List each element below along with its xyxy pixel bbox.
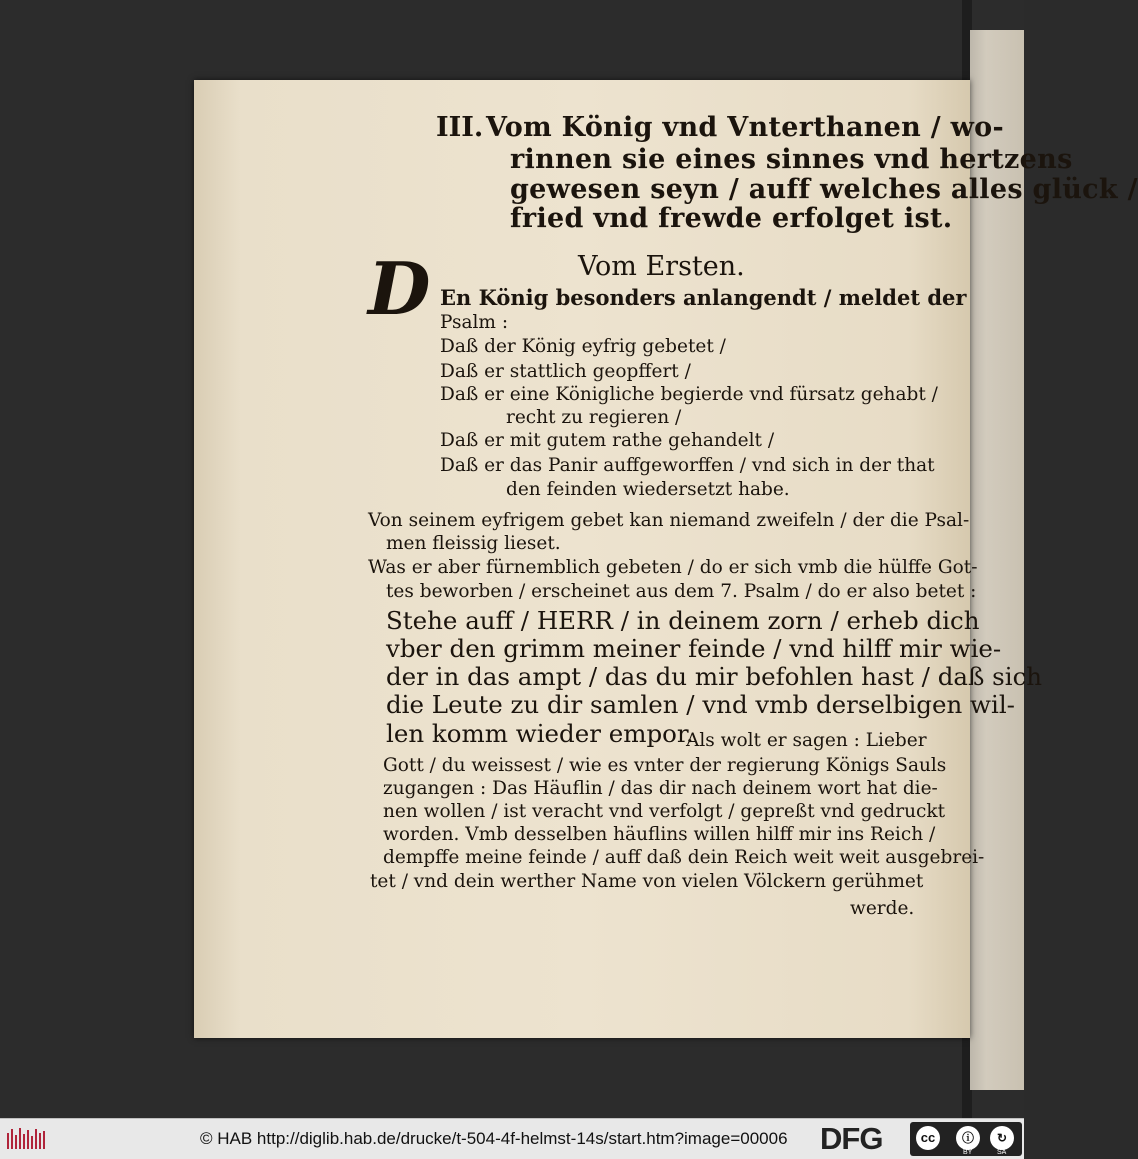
paragraph-line: Gott / du weissest / wie es vnter der regierung Königs Sauls — [383, 755, 947, 776]
cc-icon: cc — [916, 1126, 940, 1150]
by-icon: ⓘ — [956, 1126, 980, 1150]
paragraph-line: Von seinem eyfrigem gebet kan niemand zweifeln / der die Psal- — [368, 510, 970, 531]
paragraph-line: dempffe meine feinde / auff daß dein Reich weit weit ausgebrei- — [383, 847, 985, 868]
paragraph-line: Als wolt er sagen : Lieber — [686, 730, 927, 751]
heading-numeral: III. — [436, 112, 484, 143]
paragraph-line: Was er aber fürnemblich gebeten / do er sich vmb die hülffe Got- — [368, 557, 978, 578]
cc-license-badge[interactable] — [910, 1122, 1022, 1156]
sa-label: SA — [997, 1149, 1007, 1156]
quote-line: Stehe auff / HERR / in deinem zorn / erheb dich — [386, 606, 980, 635]
paragraph-line: zugangen : Das Häuflin / das dir nach deinem wort hat die- — [383, 778, 938, 799]
heading-line: fried vnd frewde erfolget ist. — [510, 203, 953, 234]
list-item: Daß er das Panir auffgeworffen / vnd sich in der that — [440, 455, 935, 476]
by-label: BY — [963, 1149, 973, 1156]
quote-line: der in das ampt / das du mir befohlen hast / daß sich — [386, 662, 1043, 691]
hab-logo-icon — [6, 1125, 46, 1153]
list-item: Daß er eine Königliche begierde vnd fürsatz gehabt / — [440, 384, 938, 405]
heading-line: Vom König vnd Vnterthanen / wo- — [486, 112, 1005, 143]
heading-line: rinnen sie eines sinnes vnd hertzens — [510, 144, 1073, 175]
credit-link[interactable]: © HAB http://diglib.hab.de/drucke/t-504-4f-helmst-14s/start.htm?image=00006 — [200, 1129, 788, 1148]
quote-line: vber den grimm meiner feinde / vnd hilff mir wie- — [386, 634, 1002, 663]
list-item: den feinden wiedersetzt habe. — [506, 479, 790, 500]
list-item: Daß der König eyfrig gebetet / — [440, 336, 726, 357]
paragraph-line: tet / vnd dein werther Name von vielen Völckern gerühmet — [370, 871, 924, 892]
heading-line: gewesen seyn / auff welches alles glück / — [510, 174, 1138, 205]
quote-line: die Leute zu dir samlen / vnd vmb derselbigen wil- — [386, 690, 1015, 719]
paragraph-line: nen wollen / ist veracht vnd verfolgt / gepreßt vnd gedruckt — [383, 801, 946, 822]
quote-line: len komm wieder empor. — [386, 719, 694, 748]
paragraph-line: men fleissig lieset. — [386, 533, 561, 554]
paragraph-line: tes beworben / erscheinet aus dem 7. Psalm / do er also betet : — [386, 581, 977, 602]
sa-icon: ↻ — [990, 1126, 1014, 1150]
intro-line: En König besonders anlangendt / meldet der — [440, 285, 967, 310]
list-item: recht zu regieren / — [506, 407, 682, 428]
list-item: Daß er mit gutem rathe gehandelt / — [440, 430, 775, 451]
paragraph-line: worden. Vmb desselben häuflins willen hilff mir ins Reich / — [383, 824, 936, 845]
list-item: Daß er stattlich geopffert / — [440, 361, 691, 382]
paragraph-line: werde. — [850, 898, 915, 919]
intro-line: Psalm : — [440, 312, 509, 333]
section-title: Vom Ersten. — [578, 251, 745, 282]
footer-bar — [0, 1118, 1024, 1159]
decorated-initial: D — [368, 246, 431, 331]
dfg-logo: DFG — [820, 1121, 883, 1156]
